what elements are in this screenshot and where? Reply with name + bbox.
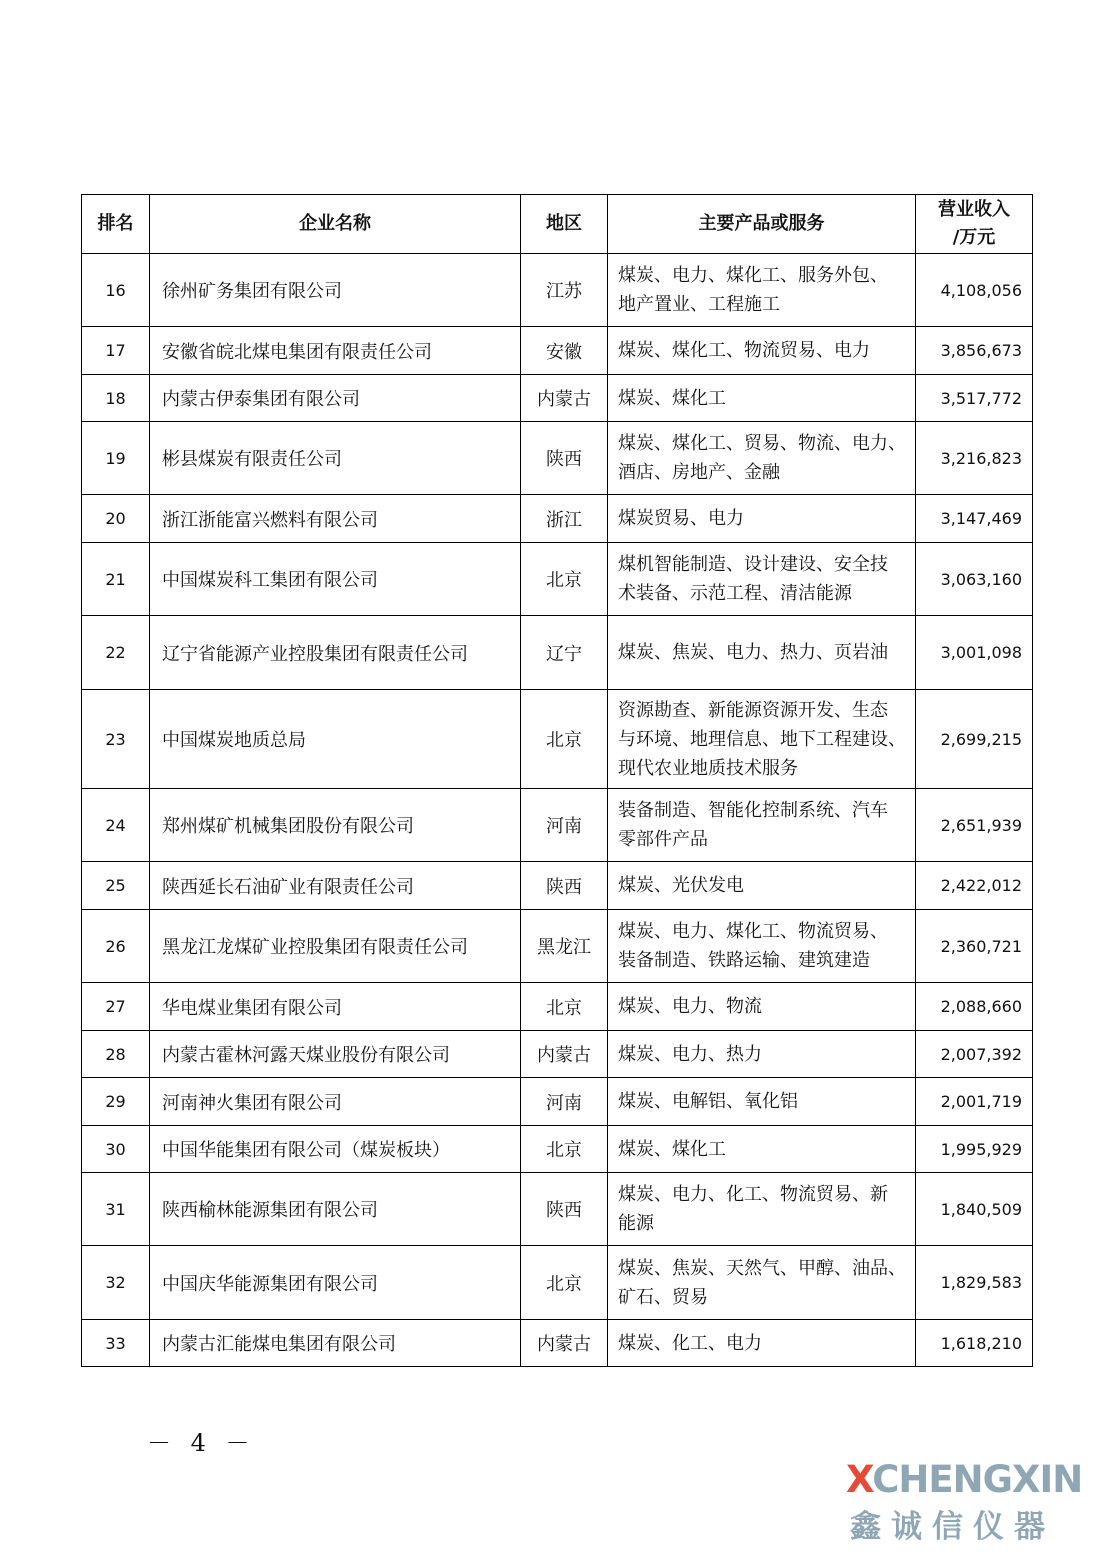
header-region: 地区 [521, 195, 608, 254]
products-line: 现代农业地质技术服务 [618, 757, 798, 779]
xchengxin-logo [846, 1458, 1086, 1550]
rank-cell: 25 [82, 862, 150, 910]
rank-cell: 28 [82, 1031, 150, 1078]
company-name-cell: 彬县煤炭有限责任公司 [150, 422, 521, 495]
table-header-row [82, 195, 1033, 254]
products-line: 煤炭、煤化工 [618, 1138, 726, 1160]
company-name-cell: 中国庆华能源集团有限公司 [150, 1246, 521, 1320]
rank-cell: 27 [82, 983, 150, 1031]
products-line: 煤炭、化工、电力 [618, 1332, 762, 1354]
company-name-cell: 中国煤炭科工集团有限公司 [150, 543, 521, 616]
company-name-cell: 华电煤业集团有限公司 [150, 983, 521, 1031]
region-cell: 北京 [521, 1246, 608, 1320]
products-line: 煤炭、电解铝、氧化铝 [618, 1091, 798, 1112]
revenue-cell: 1,995,929 [916, 1126, 1033, 1173]
products-line: 资源勘查、新能源资源开发、生态 [618, 699, 888, 721]
products-cell [608, 543, 916, 616]
products-cell [608, 910, 916, 983]
products-line: 煤炭、电力、热力 [618, 1043, 762, 1065]
products-line: 煤炭、电力、化工、物流贸易、新 [618, 1184, 888, 1205]
rank-cell: 21 [82, 543, 150, 616]
table-row [82, 1246, 1033, 1320]
table-row [82, 1126, 1033, 1173]
products-cell [608, 983, 916, 1031]
region-cell: 河南 [521, 789, 608, 862]
region-cell: 北京 [521, 1126, 608, 1173]
rank-cell: 32 [82, 1246, 150, 1320]
header-company-name: 企业名称 [150, 195, 521, 254]
region-cell: 陕西 [521, 862, 608, 910]
rank-cell: 26 [82, 910, 150, 983]
page-number: － 4 － [147, 1429, 256, 1457]
header-rank: 排名 [82, 195, 150, 254]
header-revenue-line1: 营业收入 [938, 199, 1010, 220]
region-cell: 辽宁 [521, 616, 608, 690]
region-cell: 黑龙江 [521, 910, 608, 983]
company-name-cell: 内蒙古伊泰集团有限公司 [150, 375, 521, 422]
table-row [82, 862, 1033, 910]
products-cell [608, 616, 916, 690]
company-name-cell: 郑州煤矿机械集团股份有限公司 [150, 789, 521, 862]
products-line: 煤炭、光伏发电 [618, 875, 744, 896]
company-name-cell: 陕西延长石油矿业有限责任公司 [150, 862, 521, 910]
products-line: 装备制造、智能化控制系统、汽车 [618, 800, 888, 821]
products-line: 煤炭、电力、煤化工、物流贸易、 [618, 921, 888, 942]
table-row [82, 1320, 1033, 1367]
products-line: 煤炭、焦炭、电力、热力、页岩油 [618, 642, 888, 663]
revenue-cell: 1,618,210 [916, 1320, 1033, 1367]
table-row [82, 543, 1033, 616]
region-cell: 陕西 [521, 1173, 608, 1246]
region-cell: 江苏 [521, 254, 608, 327]
revenue-cell: 3,147,469 [916, 495, 1033, 543]
products-cell [608, 1078, 916, 1126]
region-cell: 内蒙古 [521, 1031, 608, 1078]
table-body [82, 254, 1033, 1367]
company-name-cell: 中国华能集团有限公司（煤炭板块） [150, 1126, 521, 1173]
products-cell [608, 375, 916, 422]
products-cell [608, 327, 916, 375]
company-name-cell: 辽宁省能源产业控股集团有限责任公司 [150, 616, 521, 690]
rank-cell: 22 [82, 616, 150, 690]
region-cell: 内蒙古 [521, 375, 608, 422]
revenue-cell: 2,422,012 [916, 862, 1033, 910]
company-name-cell: 安徽省皖北煤电集团有限责任公司 [150, 327, 521, 375]
table-row [82, 1078, 1033, 1126]
revenue-cell: 3,001,098 [916, 616, 1033, 690]
company-name-cell: 内蒙古霍林河露天煤业股份有限公司 [150, 1031, 521, 1078]
products-line: 零部件产品 [618, 829, 708, 850]
products-line: 能源 [618, 1213, 654, 1234]
rank-cell: 24 [82, 789, 150, 862]
table-row [82, 327, 1033, 375]
rank-cell: 19 [82, 422, 150, 495]
table-row [82, 910, 1033, 983]
table-row [82, 789, 1033, 862]
logo-chinese: 鑫诚信仪器 [850, 1509, 1055, 1545]
products-line: 煤炭、煤化工 [618, 387, 726, 409]
rank-cell: 16 [82, 254, 150, 327]
revenue-cell: 1,840,509 [916, 1173, 1033, 1246]
rank-cell: 31 [82, 1173, 150, 1246]
rank-cell: 30 [82, 1126, 150, 1173]
products-line: 煤炭、煤化工、贸易、物流、电力、 [618, 433, 906, 454]
logo-latin-x: X [846, 1458, 873, 1501]
table-row [82, 1173, 1033, 1246]
products-cell [608, 1320, 916, 1367]
revenue-cell: 3,216,823 [916, 422, 1033, 495]
products-cell [608, 495, 916, 543]
products-line: 煤炭、电力、煤化工、服务外包、 [618, 265, 888, 286]
revenue-cell: 2,651,939 [916, 789, 1033, 862]
region-cell: 北京 [521, 983, 608, 1031]
header-revenue-line2: /万元 [952, 227, 996, 248]
table-row [82, 690, 1033, 789]
products-cell [608, 1173, 916, 1246]
region-cell: 河南 [521, 1078, 608, 1126]
revenue-cell: 4,108,056 [916, 254, 1033, 327]
products-cell [608, 1126, 916, 1173]
table-row [82, 495, 1033, 543]
company-name-cell: 内蒙古汇能煤电集团有限公司 [150, 1320, 521, 1367]
products-cell [608, 254, 916, 327]
revenue-cell: 3,063,160 [916, 543, 1033, 616]
region-cell: 内蒙古 [521, 1320, 608, 1367]
rank-cell: 29 [82, 1078, 150, 1126]
header-revenue [916, 195, 1033, 254]
revenue-cell: 2,088,660 [916, 983, 1033, 1031]
table-row [82, 254, 1033, 327]
company-name-cell: 徐州矿务集团有限公司 [150, 254, 521, 327]
revenue-cell: 2,699,215 [916, 690, 1033, 789]
region-cell: 安徽 [521, 327, 608, 375]
table-row [82, 375, 1033, 422]
table-row [82, 422, 1033, 495]
region-cell: 北京 [521, 543, 608, 616]
products-line: 煤炭、电力、物流 [618, 996, 762, 1017]
rank-cell: 20 [82, 495, 150, 543]
company-name-cell: 中国煤炭地质总局 [150, 690, 521, 789]
products-cell [608, 1246, 916, 1320]
region-cell: 北京 [521, 690, 608, 789]
products-cell [608, 862, 916, 910]
revenue-cell: 1,829,583 [916, 1246, 1033, 1320]
table-row [82, 616, 1033, 690]
products-line: 地产置业、工程施工 [618, 294, 780, 315]
company-name-cell: 浙江浙能富兴燃料有限公司 [150, 495, 521, 543]
revenue-cell: 2,007,392 [916, 1031, 1033, 1078]
company-ranking-table [81, 194, 1033, 1367]
revenue-cell: 3,856,673 [916, 327, 1033, 375]
products-line: 煤炭、焦炭、天然气、甲醇、油品、 [618, 1257, 906, 1279]
products-cell [608, 789, 916, 862]
table-row [82, 983, 1033, 1031]
products-cell [608, 422, 916, 495]
revenue-cell: 2,001,719 [916, 1078, 1033, 1126]
products-line: 酒店、房地产、金融 [618, 462, 780, 483]
products-line: 与环境、地理信息、地下工程建设、 [618, 728, 906, 750]
company-name-cell: 陕西榆林能源集团有限公司 [150, 1173, 521, 1246]
header-products: 主要产品或服务 [608, 195, 916, 254]
revenue-cell: 3,517,772 [916, 375, 1033, 422]
products-cell [608, 690, 916, 789]
company-name-cell: 黑龙江龙煤矿业控股集团有限责任公司 [150, 910, 521, 983]
logo-latin [846, 1458, 1082, 1502]
products-line: 煤炭贸易、电力 [618, 508, 744, 529]
logo-latin-rest: CHENGXIN [872, 1458, 1083, 1501]
products-line: 煤炭、煤化工、物流贸易、电力 [618, 340, 870, 361]
rank-cell: 33 [82, 1320, 150, 1367]
rank-cell: 23 [82, 690, 150, 789]
company-name-cell: 河南神火集团有限公司 [150, 1078, 521, 1126]
region-cell: 浙江 [521, 495, 608, 543]
products-cell [608, 1031, 916, 1078]
products-line: 矿石、贸易 [618, 1286, 708, 1308]
products-line: 装备制造、铁路运输、建筑建造 [618, 950, 870, 971]
products-line: 术装备、示范工程、清洁能源 [618, 583, 852, 604]
table-row [82, 1031, 1033, 1078]
rank-cell: 18 [82, 375, 150, 422]
products-line: 煤机智能制造、设计建设、安全技 [618, 554, 888, 575]
rank-cell: 17 [82, 327, 150, 375]
revenue-cell: 2,360,721 [916, 910, 1033, 983]
region-cell: 陕西 [521, 422, 608, 495]
